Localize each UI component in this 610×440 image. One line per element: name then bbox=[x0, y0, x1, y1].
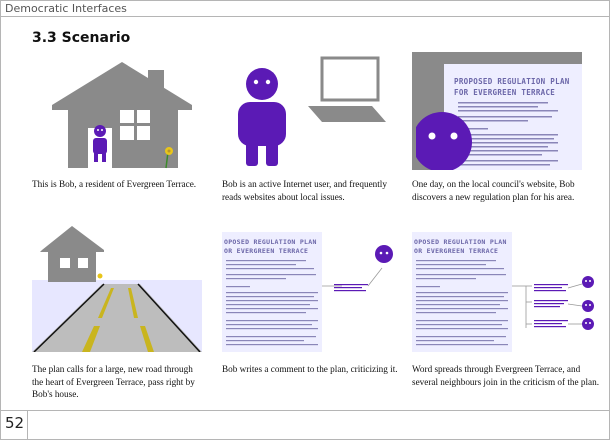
panel-road bbox=[32, 222, 202, 352]
doc-title-line2: OR EVERGREEN TERRACE bbox=[414, 247, 499, 255]
neighbour-head-icon bbox=[582, 300, 594, 312]
neighbour-head-icon bbox=[582, 276, 594, 288]
page-number: 52 bbox=[5, 414, 25, 432]
house-icon bbox=[40, 226, 104, 282]
laptop-screen-icon bbox=[322, 58, 378, 100]
panel-bob-comments bbox=[222, 232, 402, 352]
panel-2-caption: Bob is an active Internet user, and frequently reads websites about local issues. bbox=[222, 179, 387, 202]
road-illustration bbox=[32, 222, 202, 352]
doc-title-line1: OPOSED REGULATION PLAN bbox=[224, 238, 317, 246]
bob-body-icon bbox=[238, 102, 286, 146]
tablet-illustration bbox=[412, 52, 582, 170]
doc-title-line1: OPOSED REGULATION PLAN bbox=[414, 238, 507, 246]
section-title: 3.3 Scenario bbox=[32, 30, 131, 46]
bob-head-icon bbox=[246, 68, 278, 100]
panel-discovers-plan bbox=[412, 52, 582, 170]
comment-lines bbox=[334, 284, 368, 291]
house-illustration bbox=[32, 60, 192, 170]
comment-illustration bbox=[222, 232, 402, 352]
doc-title-line1: PROPOSED REGULATION PLAN bbox=[454, 77, 570, 86]
doc-title-line2: OR EVERGREEN TERRACE bbox=[224, 247, 309, 255]
header-title: Democratic Interfaces bbox=[5, 2, 127, 15]
laptop-keyboard-icon bbox=[308, 106, 386, 122]
bob-head-icon bbox=[375, 245, 393, 263]
comment-lines bbox=[534, 284, 568, 327]
panel-4-caption: The plan calls for a large, new road through the heart of Evergreen Terrace, pass right by Bob's house. bbox=[32, 364, 195, 399]
panel-6-caption: Word spreads through Evergreen Terrace, and several neighbours join in the criticism of the plan. bbox=[412, 364, 600, 387]
panel-3-caption: One day, on the local council's website, Bob discovers a new regulation plan for his area. bbox=[412, 179, 575, 202]
flower-icon bbox=[98, 274, 103, 279]
bob-head-icon bbox=[412, 112, 472, 170]
neighbour-head-icon bbox=[582, 318, 594, 330]
panel-neighbours-join bbox=[412, 232, 602, 352]
panel-bob-house bbox=[32, 60, 192, 170]
header-divider bbox=[0, 16, 610, 17]
laptop-illustration bbox=[222, 52, 392, 170]
bob-head-icon bbox=[94, 125, 106, 137]
footer-divider bbox=[0, 410, 610, 411]
footer-separator bbox=[27, 410, 28, 439]
panel-5-caption: Bob writes a comment to the plan, criticizing it. bbox=[222, 364, 398, 374]
neighbours-illustration bbox=[412, 232, 602, 352]
panel-1-caption: This is Bob, a resident of Evergreen Terrace. bbox=[32, 179, 197, 189]
panel-bob-laptop bbox=[222, 52, 392, 170]
bob-body-icon bbox=[93, 138, 107, 154]
doc-title-line2: FOR EVERGREEN TERRACE bbox=[454, 88, 556, 97]
